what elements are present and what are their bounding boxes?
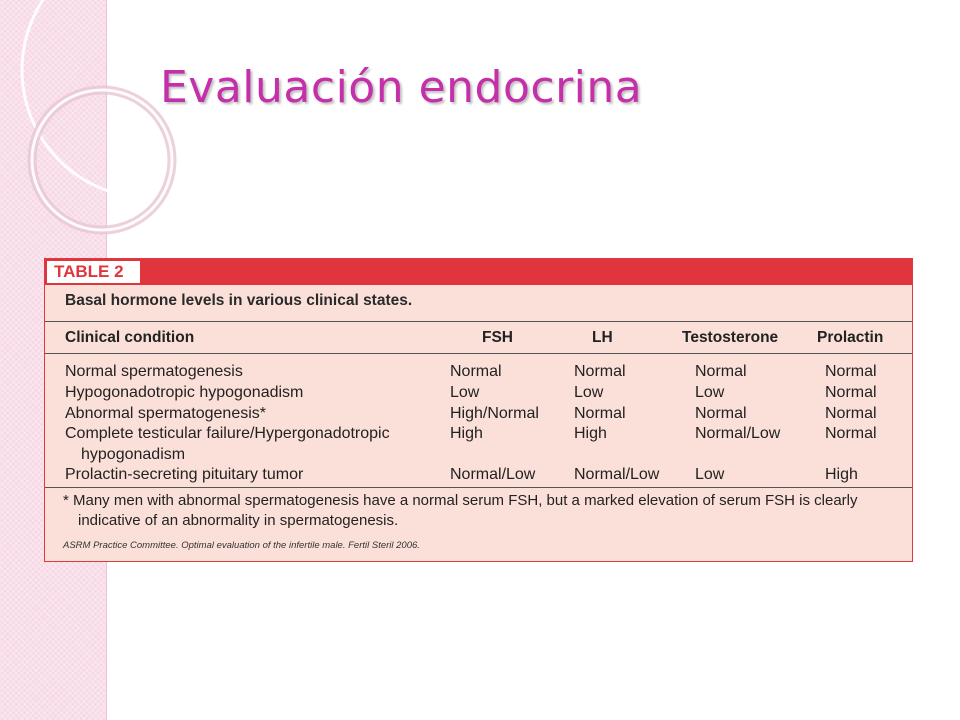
row-prolactin: High: [825, 466, 858, 483]
row-testosterone: Normal/Low: [695, 425, 781, 442]
row-lh: Normal/Low: [574, 466, 660, 483]
table-tag: TABLE 2: [45, 259, 142, 285]
row-fsh: Low: [450, 384, 480, 401]
row-condition-continued: hypogonadism: [81, 446, 186, 463]
row-lh: High: [574, 425, 607, 442]
hormone-table: [44, 258, 913, 562]
table-footnote: [63, 491, 903, 531]
row-testosterone: Low: [695, 384, 725, 401]
row-prolactin: Normal: [825, 405, 877, 422]
row-lh: Normal: [574, 405, 626, 422]
header-prolactin: Prolactin: [817, 329, 884, 346]
table-source: ASRM Practice Committee. Optimal evaluation of the infertile male. Fertil Steril 2006.: [63, 540, 420, 551]
row-testosterone: Normal: [695, 363, 747, 380]
row-prolactin: Normal: [825, 425, 877, 442]
row-lh: Low: [574, 384, 604, 401]
row-condition: Hypogonadotropic hypogonadism: [65, 384, 304, 401]
header-fsh: FSH: [482, 329, 513, 346]
row-condition: Prolactin-secreting pituitary tumor: [65, 466, 304, 483]
row-fsh: Normal: [450, 363, 502, 380]
row-lh: Normal: [574, 363, 626, 380]
table-header-bar: [45, 259, 912, 285]
divider: [45, 353, 912, 354]
slide-title: Evaluación endocrina: [160, 62, 643, 113]
header-lh: LH: [592, 329, 613, 346]
footnote-line: * Many men with abnormal spermatogenesis have a normal serum FSH, but a marked elevation of serum FSH is clearly: [63, 492, 858, 509]
row-condition: Complete testicular failure/Hypergonadotropic: [65, 425, 390, 442]
row-testosterone: Normal: [695, 405, 747, 422]
table-caption: Basal hormone levels in various clinical states.: [65, 292, 413, 309]
footnote-line: indicative of an abnormality in spermatogenesis.: [78, 512, 399, 529]
row-fsh: High: [450, 425, 483, 442]
row-testosterone: Low: [695, 466, 725, 483]
header-testosterone: Testosterone: [682, 329, 779, 346]
row-condition: Normal spermatogenesis: [65, 363, 243, 380]
row-condition: Abnormal spermatogenesis*: [65, 405, 266, 422]
header-condition: Clinical condition: [65, 329, 195, 346]
divider: [45, 487, 912, 488]
decorative-circles: [0, 0, 200, 260]
row-prolactin: Normal: [825, 363, 877, 380]
row-prolactin: Normal: [825, 384, 877, 401]
divider: [45, 321, 912, 322]
row-fsh: High/Normal: [450, 405, 539, 422]
row-fsh: Normal/Low: [450, 466, 536, 483]
